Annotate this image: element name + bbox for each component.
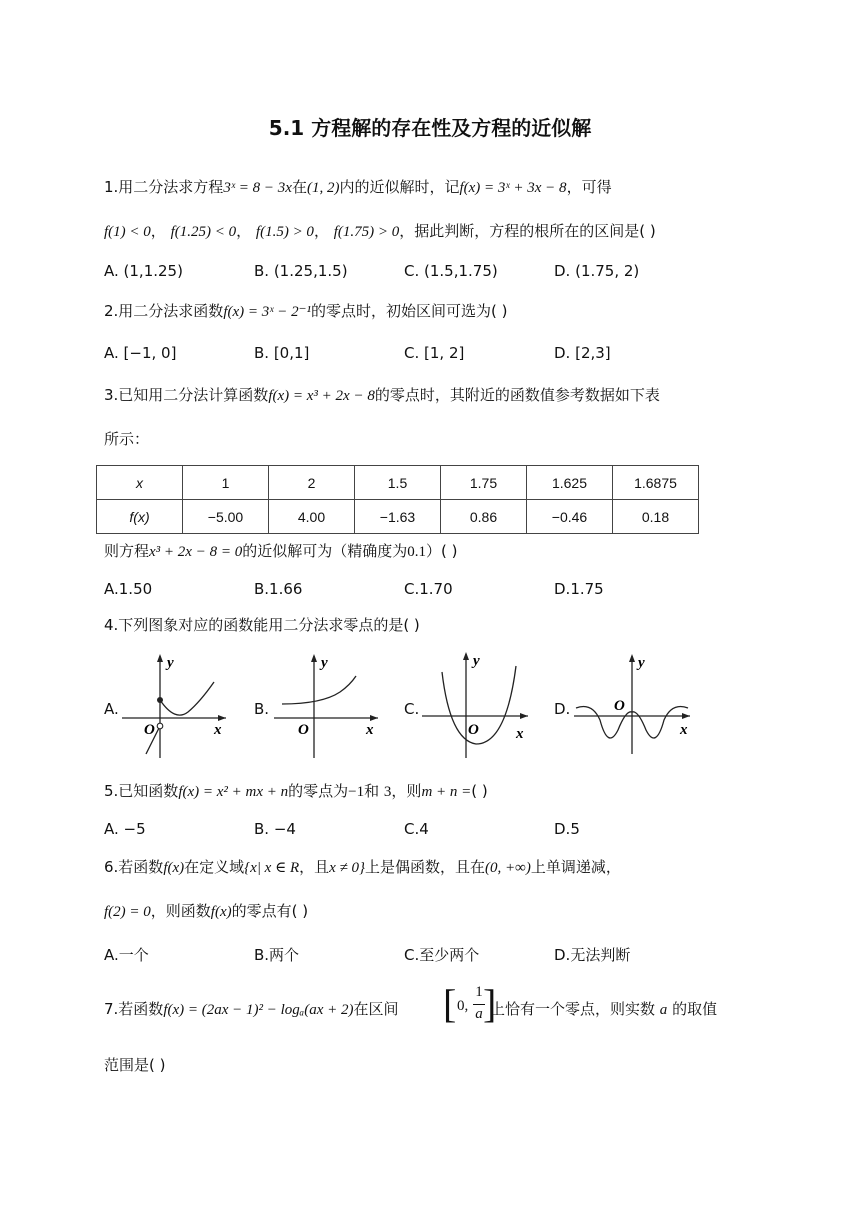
math: f(x) = x³ + 2x − 8	[268, 388, 375, 404]
x-label: x	[214, 722, 222, 738]
origin-label: O	[144, 722, 155, 738]
q3-option-d[interactable]: D.1.75	[554, 580, 604, 598]
table-cell: f(x)	[97, 500, 183, 534]
q4-option-b[interactable]: B.	[254, 700, 270, 718]
values-table	[96, 465, 699, 534]
graph-a	[120, 650, 230, 760]
arrow-icon	[311, 654, 317, 662]
y-label: y	[321, 655, 328, 671]
table-cell: 1.6875	[613, 466, 699, 500]
question-7-line-1-end	[490, 998, 717, 1019]
y-label: y	[473, 653, 480, 669]
solid-point	[157, 697, 163, 703]
fraction-numerator: 1	[475, 984, 483, 1000]
origin-label: O	[614, 698, 625, 714]
question-7-line-1	[104, 998, 398, 1019]
question-5	[104, 780, 488, 801]
text: 1.用二分法求方程	[104, 178, 224, 196]
table-cell: 1	[183, 466, 269, 500]
q5-option-d[interactable]: D.5	[554, 820, 580, 838]
q4-option-d[interactable]: D.	[554, 700, 571, 718]
table-cell: 1.5	[355, 466, 441, 500]
q4-option-a[interactable]: A.	[104, 700, 119, 718]
text: 在	[291, 178, 307, 196]
text: ，据此判断，方程的根所在的区间是( )	[399, 222, 656, 240]
graph-c	[422, 650, 532, 760]
table-row	[97, 466, 699, 500]
text: 在定义域	[184, 858, 245, 876]
q3-option-a[interactable]: A.1.50	[104, 580, 153, 598]
text: ，则	[391, 782, 422, 800]
text: 上恰有一个零点，则实数	[490, 1000, 656, 1018]
q5-option-a[interactable]: A. −5	[104, 820, 146, 838]
math: x³ + 2x − 8 = 0	[149, 544, 243, 560]
math: f(x)	[163, 860, 185, 876]
question-3-line-3	[104, 540, 457, 561]
question-1-line-1	[104, 176, 612, 197]
text: ，	[313, 222, 329, 240]
table-cell: −1.63	[355, 500, 441, 534]
q2-option-d[interactable]: D. [2,3]	[554, 344, 611, 362]
text: ( )	[471, 782, 488, 800]
text: ，	[236, 222, 252, 240]
right-bracket: ]	[483, 981, 497, 1026]
table-cell: 0.18	[613, 500, 699, 534]
y-label: y	[638, 655, 645, 671]
text: 上是偶函数，且在	[365, 858, 486, 876]
q2-option-a[interactable]: A. [−1, 0]	[104, 344, 177, 362]
table-cell: x	[97, 466, 183, 500]
text: 3.已知用二分法计算函数	[104, 386, 269, 404]
text: 内的近似解时，记	[339, 178, 460, 196]
question-1-line-2	[104, 220, 656, 241]
question-3-line-1	[104, 384, 660, 405]
text: 和	[364, 782, 380, 800]
table-cell: 1.625	[527, 466, 613, 500]
text: ，且	[299, 858, 330, 876]
q1-option-a[interactable]: A. (1,1.25)	[104, 262, 183, 280]
x-label: x	[366, 722, 374, 738]
open-point	[157, 723, 163, 729]
arrow-icon	[218, 715, 226, 721]
math: {x| x ∈ R	[244, 860, 300, 876]
origin-label: O	[298, 722, 309, 738]
math: (1, 2)	[306, 180, 340, 196]
left-bracket: [	[443, 981, 457, 1026]
graph-b	[272, 650, 382, 760]
text: 的零点时，其附近的函数值参考数据如下表	[374, 386, 660, 404]
text: 5.已知函数	[104, 782, 179, 800]
math: x ≠ 0}	[329, 860, 366, 876]
text: 在区间	[353, 1000, 399, 1018]
q3-option-b[interactable]: B.1.66	[254, 580, 303, 598]
q5-option-b[interactable]: B. −4	[254, 820, 296, 838]
table-cell: 1.75	[441, 466, 527, 500]
graph-d	[572, 650, 698, 760]
question-2	[104, 300, 508, 321]
arrow-icon	[682, 713, 690, 719]
math: 0,	[457, 998, 469, 1014]
math: (0, +∞)	[485, 860, 531, 876]
question-6-line-2	[104, 900, 308, 921]
question-3-line-2: 所示：	[104, 430, 150, 448]
table-cell: −0.46	[527, 500, 613, 534]
q5-option-c[interactable]: C.4	[404, 820, 429, 838]
math: 3	[383, 784, 392, 800]
curve	[282, 676, 356, 704]
q1-option-b[interactable]: B. (1.25,1.5)	[254, 262, 348, 280]
math: f(x)	[210, 904, 232, 920]
math: f(1.75) > 0	[333, 224, 400, 240]
text: ）( )	[425, 542, 458, 560]
q4-option-c[interactable]: C.	[404, 700, 420, 718]
question-4: 4.下列图象对应的函数能用二分法求零点的是( )	[104, 616, 420, 634]
text: 6.若函数	[104, 858, 164, 876]
text: 上单调递减，	[530, 858, 621, 876]
table-row	[97, 500, 699, 534]
table-cell: 0.86	[441, 500, 527, 534]
arrow-icon	[370, 715, 378, 721]
math: 3ˣ = 8 − 3x	[223, 180, 292, 196]
q6-option-b[interactable]: B.两个	[254, 946, 300, 964]
x-label: x	[516, 726, 524, 742]
text: 的取值	[672, 1000, 718, 1018]
text: 则方程	[104, 542, 150, 560]
table-cell: 2	[269, 466, 355, 500]
arrow-icon	[520, 713, 528, 719]
math: −1	[348, 784, 365, 800]
q1-option-d[interactable]: D. (1.75, 2)	[554, 262, 640, 280]
math: f(x) = 3ˣ − 2⁻¹	[223, 304, 312, 320]
math: a	[659, 1002, 668, 1018]
question-6-line-1	[104, 856, 621, 877]
text: ，	[150, 222, 166, 240]
q2-option-b[interactable]: B. [0,1]	[254, 344, 310, 362]
q2-option-c[interactable]: C. [1, 2]	[404, 344, 465, 362]
table-cell: −5.00	[183, 500, 269, 534]
x-label: x	[680, 722, 688, 738]
origin-label: O	[468, 722, 479, 738]
q6-option-d[interactable]: D.无法判断	[554, 946, 631, 964]
y-label: y	[167, 655, 174, 671]
table-cell: 4.00	[269, 500, 355, 534]
text: 的近似解可为（精确度为	[242, 542, 408, 560]
math: 0.1	[407, 544, 426, 560]
math: f(1.5) > 0	[255, 224, 314, 240]
q6-option-c[interactable]: C.至少两个	[404, 946, 480, 964]
text: ，则函数	[150, 902, 211, 920]
q6-option-a[interactable]: A.一个	[104, 946, 149, 964]
q3-option-c[interactable]: C.1.70	[404, 580, 453, 598]
math: f(x) = (2ax − 1)² − logₐ(ax + 2)	[163, 1002, 354, 1018]
arrow-icon	[629, 654, 635, 662]
math: f(2) = 0	[104, 904, 151, 920]
math: f(1.25) < 0	[170, 224, 237, 240]
text: ，可得	[566, 178, 612, 196]
arrow-icon	[157, 654, 163, 662]
text: 2.用二分法求函数	[104, 302, 224, 320]
q1-option-c[interactable]: C. (1.5,1.75)	[404, 262, 498, 280]
math: f(x) = 3ˣ + 3x − 8	[459, 180, 567, 196]
fraction-denominator: a	[475, 1006, 483, 1022]
page-title: 5.1 方程解的存在性及方程的近似解	[268, 116, 592, 140]
curve	[160, 682, 214, 715]
text: 7.若函数	[104, 1000, 164, 1018]
text: 的零点时，初始区间可选为( )	[311, 302, 508, 320]
question-7-line-2: 范围是( )	[104, 1056, 166, 1074]
math: f(1) < 0	[104, 224, 151, 240]
math: f(x) = x² + mx + n	[178, 784, 289, 800]
text: 的零点为	[288, 782, 349, 800]
text: 的零点有( )	[231, 902, 309, 920]
curve	[442, 666, 516, 744]
arrow-icon	[463, 652, 469, 660]
math: m + n =	[421, 784, 472, 800]
